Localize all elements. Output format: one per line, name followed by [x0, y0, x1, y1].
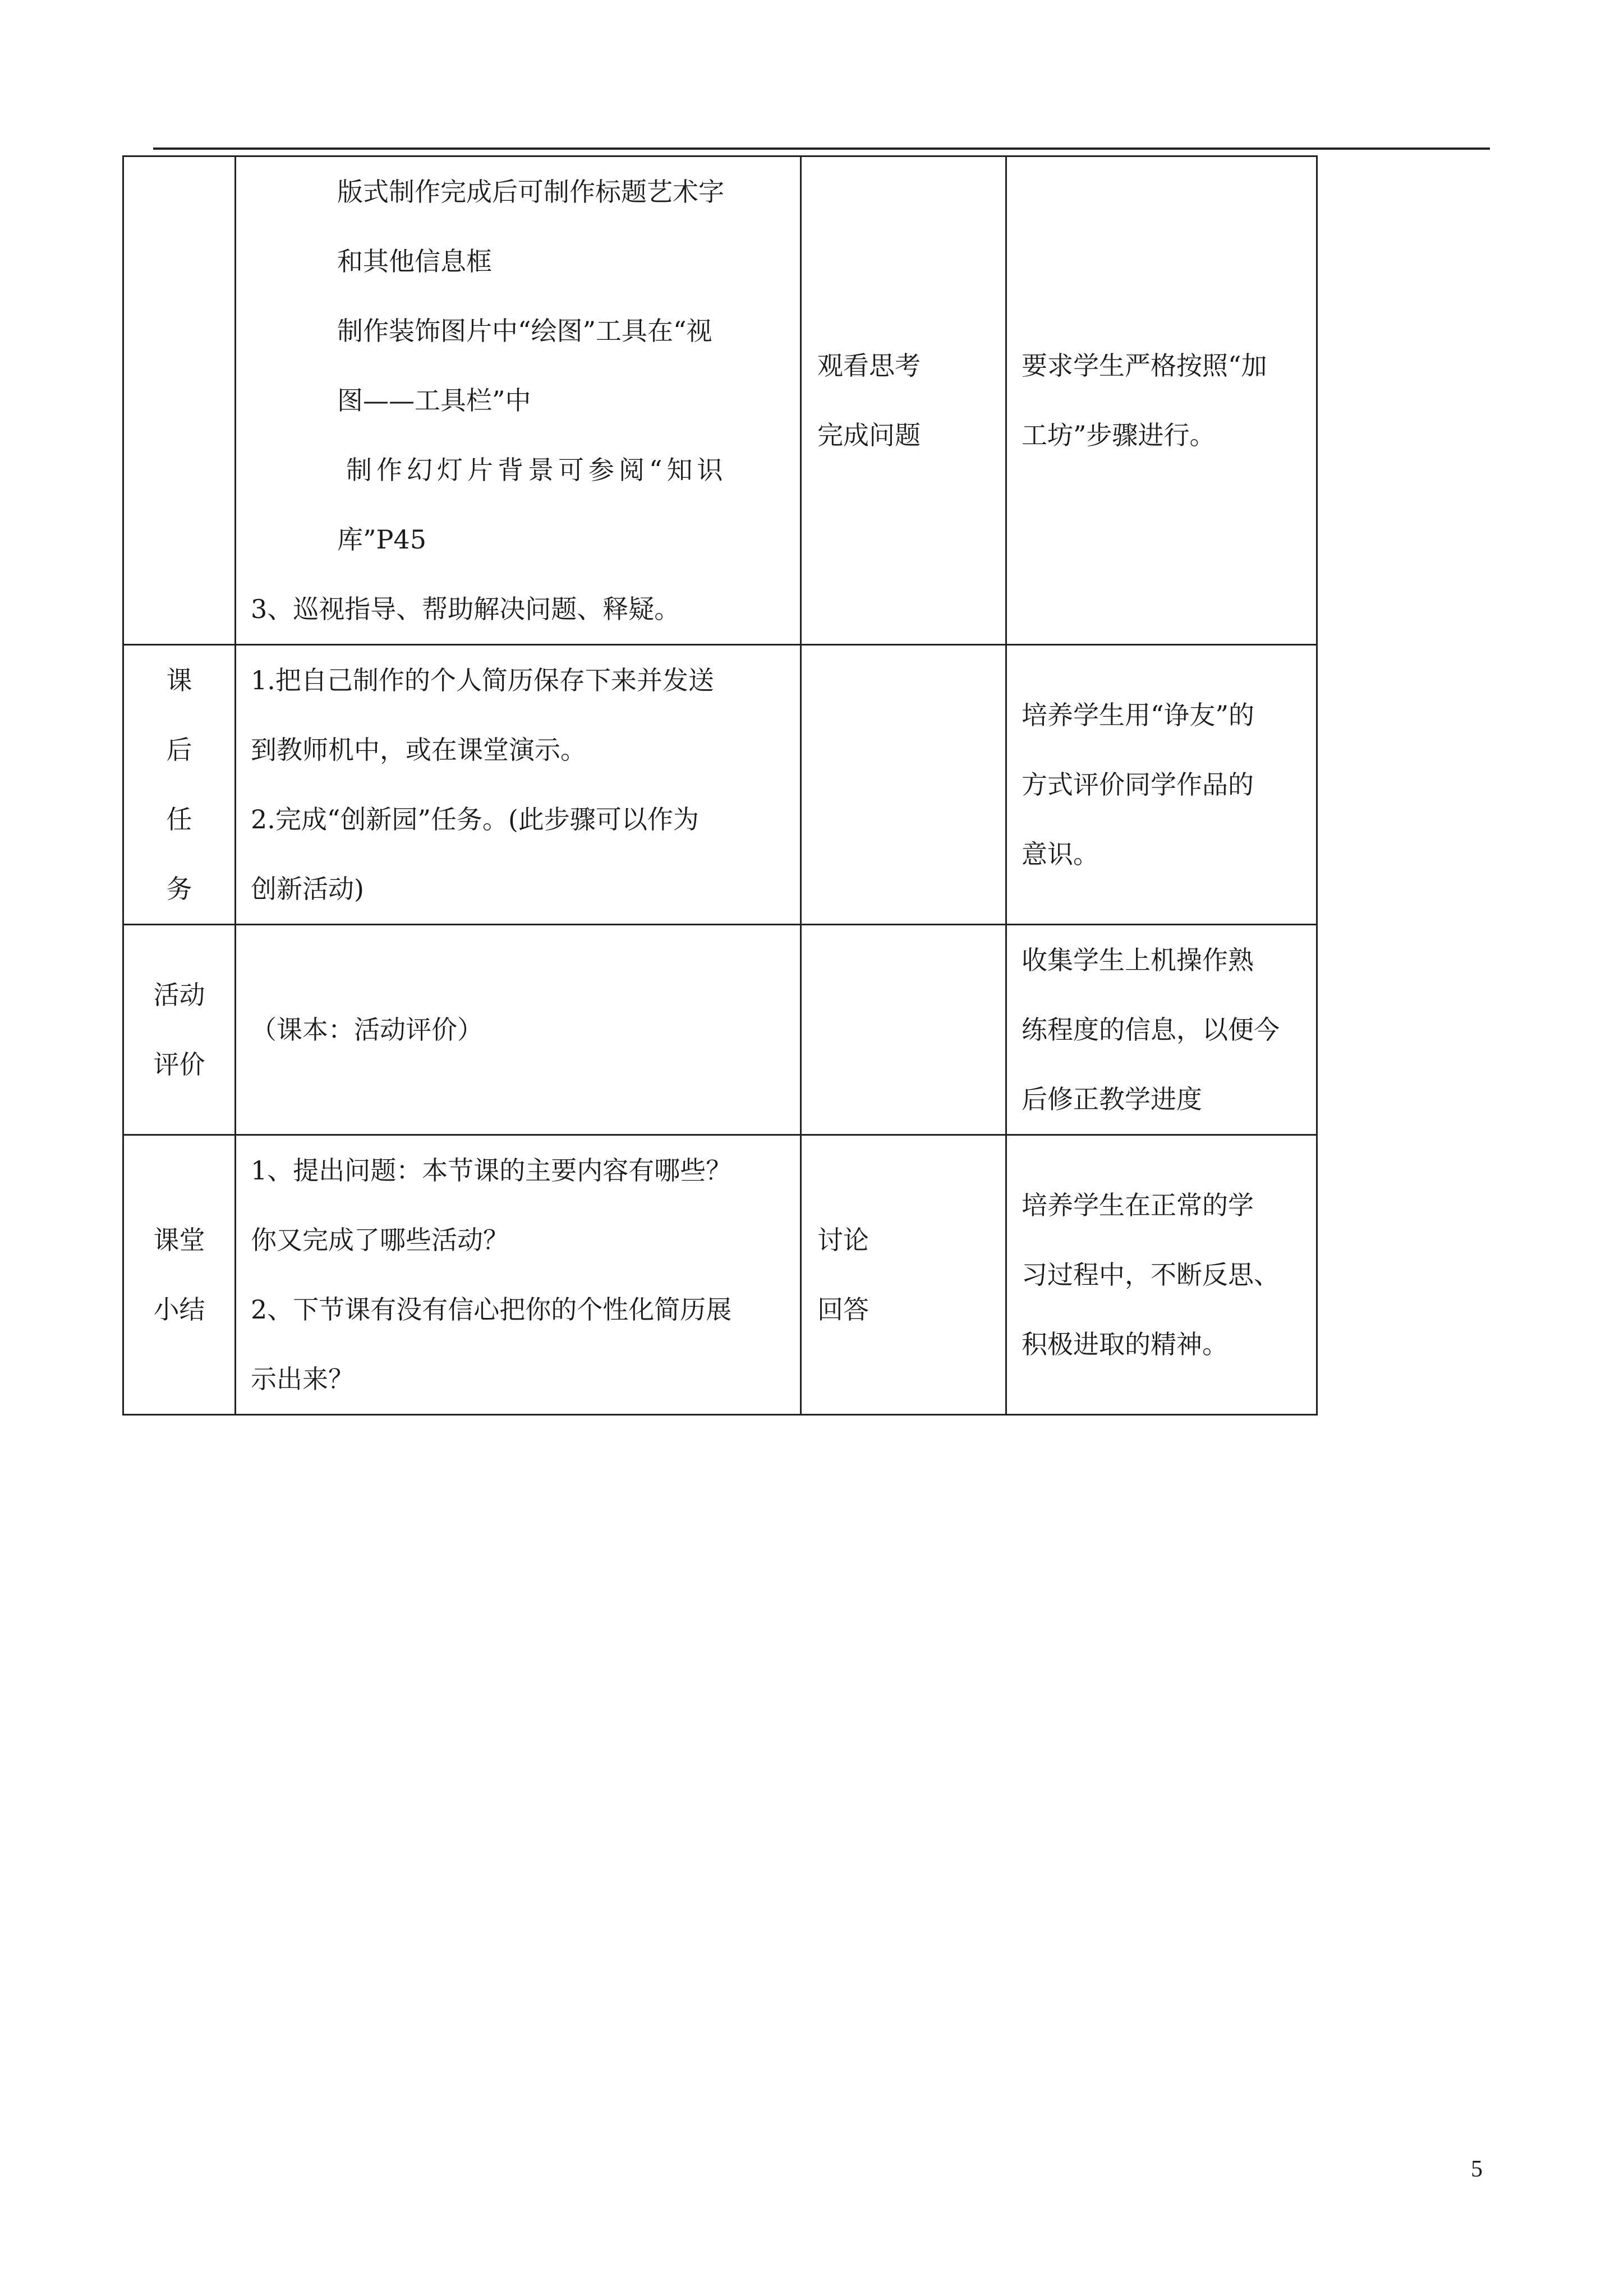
student-activity-cell — [801, 645, 1006, 925]
table-row — [123, 925, 1317, 1135]
student-line: 完成问题 — [817, 420, 921, 450]
design-intent-cell — [1006, 925, 1317, 1135]
teacher-line: 图——工具栏”中 — [337, 385, 531, 416]
lesson-plan-table — [122, 155, 1318, 1416]
intent-line: 要求学生严格按照“加 — [1022, 351, 1267, 381]
stage-line: 务 — [166, 874, 192, 904]
teacher-line: 示出来？ — [251, 1364, 354, 1394]
student-activity-cell — [801, 925, 1006, 1135]
teacher-line: 创新活动) — [251, 874, 364, 904]
stage-cell — [123, 1135, 236, 1415]
intent-line: 方式评价同学作品的 — [1022, 769, 1254, 800]
table-row — [123, 1135, 1317, 1415]
teacher-activity-cell — [236, 1135, 801, 1415]
teacher-line: 版式制作完成后可制作标题艺术字 — [337, 177, 724, 207]
stage-line: 活动 — [153, 980, 205, 1010]
intent-line: 收集学生上机操作熟 — [1022, 945, 1254, 975]
stage-line: 任 — [166, 804, 192, 835]
table-row — [123, 156, 1317, 645]
stage-cell — [123, 645, 236, 925]
student-activity-cell — [801, 156, 1006, 645]
teacher-line: 1.把自己制作的个人简历保存下来并发送 — [251, 665, 714, 695]
teacher-activity-cell — [236, 645, 801, 925]
header-rule — [153, 147, 1490, 150]
teacher-line: 和其他信息框 — [337, 246, 492, 276]
teacher-activity-cell — [236, 156, 801, 645]
page-number: 5 — [1471, 2156, 1483, 2182]
intent-line: 习过程中，不断反思、 — [1022, 1260, 1280, 1290]
stage-line: 后 — [166, 735, 192, 765]
student-line: 回答 — [817, 1294, 869, 1325]
teacher-line: 库”P45 — [337, 524, 427, 555]
stage-line: 小结 — [153, 1294, 205, 1325]
intent-line: 培养学生在正常的学 — [1022, 1190, 1254, 1220]
student-activity-cell — [801, 1135, 1006, 1415]
teacher-line: 制作幻灯片背景可参阅“知识 — [346, 455, 728, 485]
teacher-line: 你又完成了哪些活动？ — [251, 1225, 509, 1255]
teacher-line: 2、下节课有没有信心把你的个性化简历展 — [251, 1294, 732, 1325]
teacher-line: 到教师机中，或在课堂演示。 — [251, 735, 586, 765]
design-intent-cell — [1006, 1135, 1317, 1415]
intent-line: 积极进取的精神。 — [1022, 1329, 1228, 1359]
teacher-line: （课本：活动评价） — [251, 1015, 483, 1045]
stage-line: 评价 — [153, 1049, 205, 1080]
intent-line: 培养学生用“诤友”的 — [1022, 700, 1255, 730]
student-line: 观看思考 — [817, 351, 921, 381]
stage-cell — [123, 925, 236, 1135]
intent-line: 工坊”步骤进行。 — [1022, 420, 1216, 450]
table-row — [123, 645, 1317, 925]
teacher-line: 1、提出问题：本节课的主要内容有哪些？ — [251, 1155, 732, 1186]
stage-line: 课堂 — [153, 1225, 205, 1255]
intent-line: 练程度的信息，以便今 — [1022, 1015, 1280, 1045]
teacher-activity-cell — [236, 925, 801, 1135]
teacher-line: 3、巡视指导、帮助解决问题、释疑。 — [251, 594, 680, 624]
stage-line: 课 — [166, 665, 192, 695]
stage-cell — [123, 156, 236, 645]
design-intent-cell — [1006, 645, 1317, 925]
design-intent-cell — [1006, 156, 1317, 645]
intent-line: 后修正教学进度 — [1022, 1084, 1202, 1114]
teacher-line: 2.完成“创新园”任务。(此步骤可以作为 — [251, 804, 699, 835]
intent-line: 意识。 — [1022, 839, 1099, 869]
student-line: 讨论 — [817, 1225, 869, 1255]
teacher-line: 制作装饰图片中“绘图”工具在“视 — [337, 316, 712, 346]
